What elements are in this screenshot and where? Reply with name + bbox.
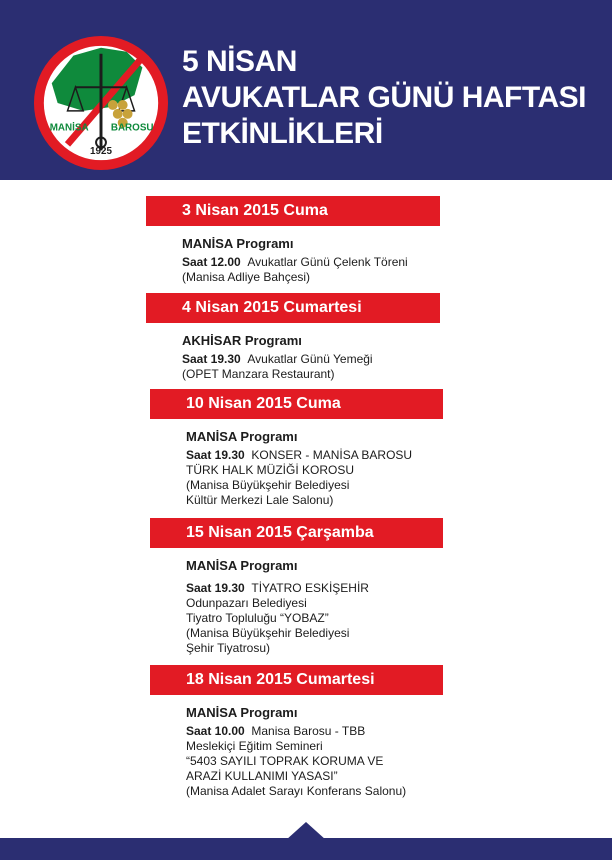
page-title — [182, 44, 586, 152]
event-time: Saat 19.30 — [186, 581, 245, 595]
event-program: MANİSA Programı — [186, 705, 298, 720]
event-line: (Manisa Büyükşehir Belediyesi — [186, 478, 350, 492]
event-line: Şehir Tiyatrosu) — [186, 641, 271, 655]
title-line-1: 5 NİSAN — [182, 45, 297, 78]
event-block — [150, 389, 443, 508]
event-program: MANİSA Programı — [186, 558, 298, 573]
event-details — [150, 429, 443, 508]
event-details — [146, 333, 440, 382]
event-time: Saat 10.00 — [186, 724, 245, 738]
event-time: Saat 19.30 — [186, 448, 245, 462]
logo-text-left: MANİSA — [49, 122, 89, 134]
event-line: Odunpazarı Belediyesi — [186, 596, 307, 610]
logo-text-right: BAROSU — [110, 122, 154, 134]
event-date-bar: 3 Nisan 2015 Cuma — [146, 196, 440, 226]
event-block — [146, 196, 440, 285]
event-time: Saat 12.00 — [182, 255, 241, 269]
event-line: (Manisa Adliye Bahçesi) — [182, 270, 311, 284]
footer-bar — [0, 838, 612, 860]
event-date-bar: 15 Nisan 2015 Çarşamba — [150, 518, 443, 548]
event-line: Avukatlar Günü Çelenk Töreni — [247, 255, 408, 269]
event-time-line — [186, 581, 443, 596]
logo-year: 1925 — [90, 146, 112, 158]
event-line: (Manisa Büyükşehir Belediyesi — [186, 626, 350, 640]
event-line: TÜRK HALK MÜZİĞİ KOROSU — [186, 463, 355, 477]
title-line-2: AVUKATLAR GÜNÜ HAFTASI — [182, 81, 586, 114]
event-block — [150, 665, 443, 799]
event-line: TİYATRO ESKİŞEHİR — [251, 581, 369, 595]
title-line-3: ETKİNLİKLERİ — [182, 117, 383, 150]
manisa-barosu-logo — [32, 34, 170, 172]
event-program: MANİSA Programı — [182, 236, 294, 251]
event-time: Saat 19.30 — [182, 352, 241, 366]
event-details — [150, 705, 443, 799]
event-program: AKHİSAR Programı — [182, 333, 302, 348]
event-date-bar: 4 Nisan 2015 Cumartesi — [146, 293, 440, 323]
event-line: Manisa Barosu - TBB — [251, 724, 366, 738]
event-time-line — [182, 255, 440, 270]
event-line: ARAZİ KULLANIMI YASASI” — [186, 769, 338, 783]
event-time-line — [182, 352, 440, 367]
event-date-bar: 18 Nisan 2015 Cumartesi — [150, 665, 443, 695]
event-block — [150, 518, 443, 656]
event-block — [146, 293, 440, 382]
event-details — [146, 236, 440, 285]
event-line: Kültür Merkezi Lale Salonu) — [186, 493, 334, 507]
event-line: KONSER - MANİSA BAROSU — [251, 448, 413, 462]
event-line: Tiyatro Topluluğu “YOBAZ” — [186, 611, 329, 625]
event-line: Meslekiçi Eğitim Semineri — [186, 739, 323, 753]
event-time-line — [186, 724, 443, 739]
event-line: (OPET Manzara Restaurant) — [182, 367, 335, 381]
event-program: MANİSA Programı — [186, 429, 298, 444]
header-banner — [0, 0, 612, 180]
event-line: “5403 SAYILI TOPRAK KORUMA VE — [186, 754, 384, 768]
event-line: Avukatlar Günü Yemeği — [247, 352, 373, 366]
event-date-bar: 10 Nisan 2015 Cuma — [150, 389, 443, 419]
event-details — [150, 558, 443, 656]
event-line: (Manisa Adalet Sarayı Konferans Salonu) — [186, 784, 407, 798]
up-arrow-icon — [286, 822, 326, 840]
event-time-line — [186, 448, 443, 463]
